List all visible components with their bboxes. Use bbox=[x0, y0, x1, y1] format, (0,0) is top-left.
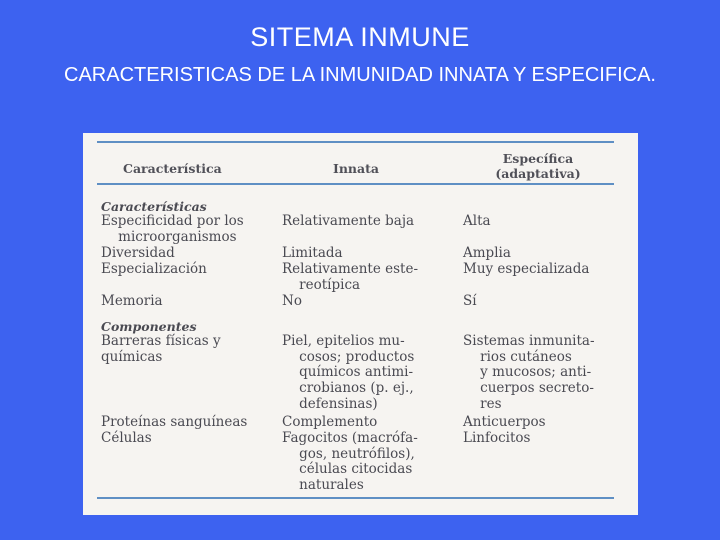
row-especifica: Sí bbox=[463, 293, 477, 309]
row-caracteristica: Células bbox=[101, 430, 152, 446]
row-innata: Relativamente este- reotípica bbox=[282, 261, 419, 293]
row-innata: Complemento bbox=[282, 414, 378, 430]
table-header-rule bbox=[97, 183, 614, 185]
row-innata: No bbox=[282, 293, 302, 309]
row-innata: Limitada bbox=[282, 245, 343, 261]
slide-subtitle: CARACTERISTICAS DE LA INMUNIDAD INNATA Y ESPECIFICA. bbox=[64, 64, 656, 86]
row-caracteristica: Proteínas sanguíneas bbox=[101, 414, 248, 430]
header-especifica-line1: Específica bbox=[502, 151, 574, 166]
row-caracteristica: Especialización bbox=[101, 261, 207, 277]
row-innata: Relativamente baja bbox=[282, 213, 415, 229]
row-caracteristica: Barreras físicas y químicas bbox=[101, 333, 221, 365]
header-especifica bbox=[483, 151, 593, 181]
row-especifica: Alta bbox=[463, 213, 491, 229]
table-top-rule bbox=[97, 141, 614, 143]
row-caracteristica: Memoria bbox=[101, 293, 163, 309]
row-innata: Piel, epitelios mu- cosos; productos químicos antimi- crobianos (p. ej., defensinas) bbox=[282, 333, 415, 412]
row-especifica: Linfocitos bbox=[463, 430, 531, 446]
header-caracteristica: Característica bbox=[123, 161, 222, 176]
row-especifica: Anticuerpos bbox=[463, 414, 546, 430]
section-caracteristicas: Características bbox=[101, 199, 207, 214]
header-innata: Innata bbox=[333, 161, 379, 176]
row-especifica: Muy especializada bbox=[463, 261, 590, 277]
table-bottom-rule bbox=[97, 497, 614, 499]
row-especifica: Sistemas inmunita- rios cutáneos y mucosos; anti- cuerpos secreto- res bbox=[463, 333, 595, 412]
row-caracteristica: Especificidad por los microorganismos bbox=[101, 213, 244, 245]
header-especifica-line2: (adaptativa) bbox=[495, 166, 581, 181]
section-componentes: Componentes bbox=[101, 319, 197, 334]
row-especifica: Amplia bbox=[463, 245, 511, 261]
slide-title: SITEMA INMUNE bbox=[250, 22, 470, 52]
row-innata: Fagocitos (macrófa- gos, neutrófilos), células citocidas naturales bbox=[282, 430, 418, 494]
scanned-table-image bbox=[83, 133, 638, 515]
row-caracteristica: Diversidad bbox=[101, 245, 175, 261]
